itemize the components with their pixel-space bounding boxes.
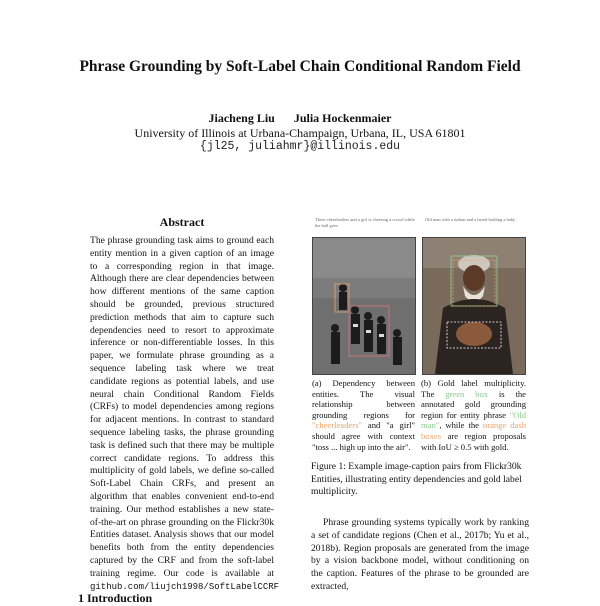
subcaption-b-text-tail: are region proposals with IoU ≥ 0.5 with gold. — [421, 430, 526, 452]
body-paragraph: Phrase grounding systems typically work by ranking a set of candidate regions (Chen et al., 2017b; Yu et al., 2018b). Region proposals are generated from the image by a vision backbone model, without conditioning on the caption. Features of the phrase to be grounded are extracted, — [311, 517, 529, 592]
old-man-photo-illustration — [423, 238, 525, 374]
figure-panel-b-top-caption: Old man with a turban and a beard holding a baby — [425, 217, 516, 222]
subcaption-a-highlight-girl: "a girl" — [386, 420, 415, 431]
figure-panel-a-top-caption: Three cheerleaders and a girl is cheering a crowd while the ball goes — [315, 217, 415, 228]
code-link[interactable]: github.com/liujch1998/SoftLabelCCRF — [90, 581, 280, 592]
paper-title: Phrase Grounding by Soft-Label Chain Conditional Random Field — [79, 58, 521, 75]
author-name: Julia Hockenmaier — [293, 111, 392, 125]
author-emails: {jl25, juliahmr}@illinois.edu — [199, 140, 401, 153]
cheerleaders-photo-illustration — [313, 238, 415, 374]
subcaption-b-highlight-old-man: "Old man" — [421, 409, 526, 431]
figure-caption: Figure 1: Example image-caption pairs from Flickr30k Entities, illustrating entity dependencies and gold label multiplicity. — [311, 461, 522, 498]
abstract-body-text: The phrase grounding task aims to ground each entity mention in a given caption of an image to a corresponding region in that image. Although there are clear dependencies between how different mentions of the same caption should be grounded, previous structured prediction methods that aim to capture such dependencies need to resort to approximate inference or non-differentiable losses. In this paper, we formulate phrase grounding as a sequence labeling task where we treat candidate regions as potential labels, and use neural chain Conditional Random Fields (CRFs) to model dependencies among regions for adjacent mentions. In contrast to standard sequence labeling tasks, the phrase grounding task is defined such that there may be multiple correct candidate regions. To address this multiplicity of gold labels, we define so-called Soft-Label Chain CRFs, and present an algorithm that enables convenient end-to-end training. Our method establishes a new state-of-the-art on phrase grounding on the Flickr30k Entities dataset. Analysis shows that our model benefits both from the entity dependencies captured by the CRF and from the soft-label training regime. Our code is available at — [90, 235, 274, 579]
affiliation: University of Illinois at Urbana-Champaign, Urbana, IL, USA 61801 — [134, 126, 466, 140]
abstract-heading: Abstract — [159, 215, 205, 229]
subcaption-b-highlight-orange-boxes: orange dash boxes — [421, 420, 526, 441]
figure-panel-a-image — [312, 237, 416, 375]
author-name: Jiacheng Liu — [208, 111, 275, 125]
subcaption-a-text: (a) Dependency between entities. The visual relationship between grounding regions for — [312, 378, 415, 420]
author-list — [0, 111, 600, 126]
subcaption-a-text-mid: and — [367, 420, 381, 431]
subcaption-a-highlight-cheerleaders: "cheerleaders" — [312, 420, 362, 431]
abstract-text — [90, 235, 280, 593]
figure-panel-b-image — [422, 237, 526, 375]
subcaption-b-highlight-green-box: green box — [445, 388, 489, 399]
subcaption-a-text-tail: should agree with context "toss ... high up into the air". — [312, 430, 415, 452]
subcaption-b-text: (b) Gold label multiplicity. The — [421, 378, 526, 399]
figure-subcaption-b — [421, 378, 526, 452]
subcaption-b-text-mid: is the annotated gold grounding region for entity phrase — [421, 388, 527, 420]
subcaption-b-text-mid2: , while the — [439, 420, 479, 431]
figure-subcaption-a — [312, 378, 415, 452]
section-heading-introduction: 1 Introduction — [78, 591, 153, 605]
